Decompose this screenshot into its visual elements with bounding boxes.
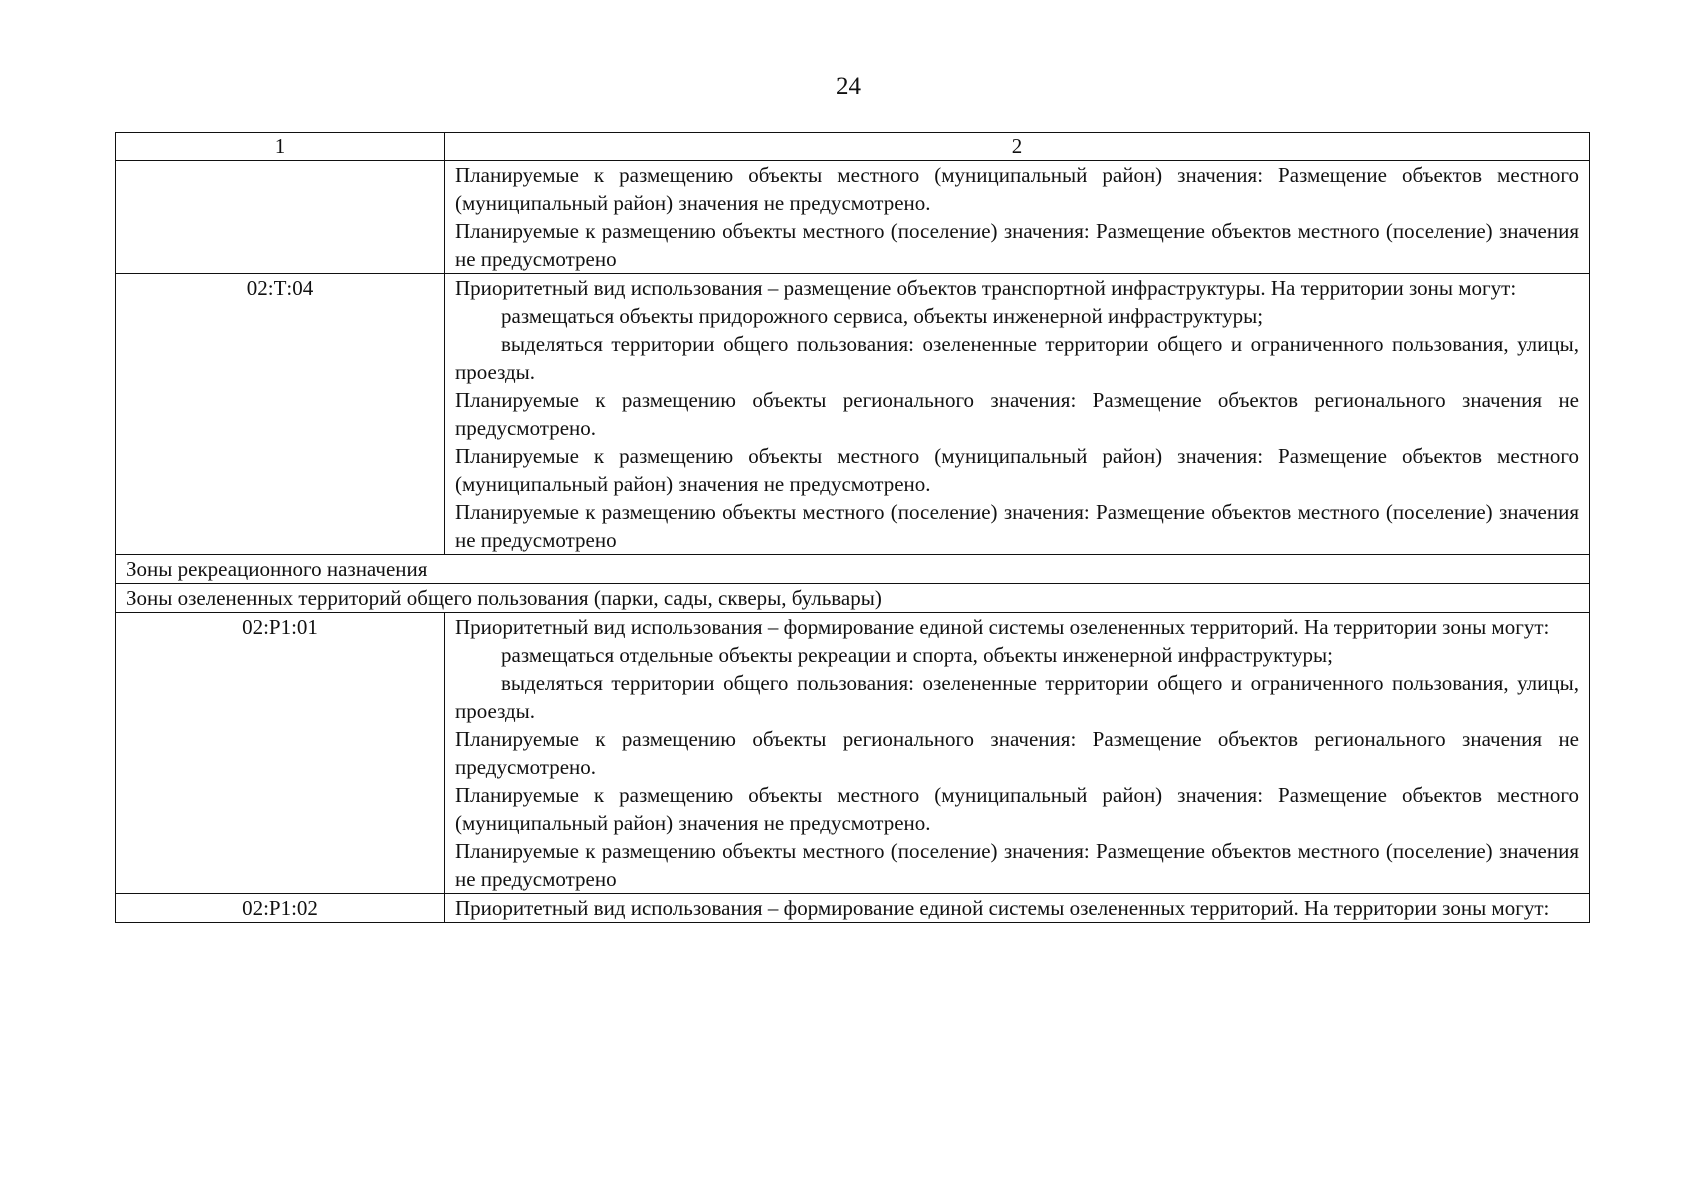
header-cell-1: 1 [116, 133, 445, 161]
description-paragraph: Приоритетный вид использования – размещение объектов транспортной инфраструктуры. На территории зоны могут: [455, 276, 1517, 300]
description-paragraph: Планируемые к размещению объекты местного (поселение) значения: Размещение объектов местного (поселение) значения не предусмотрено [455, 500, 1579, 552]
table-body [116, 133, 1590, 923]
zone-code-cell [116, 161, 445, 274]
section-heading: Зоны озелененных территорий общего пользования (парки, сады, скверы, бульвары) [116, 584, 1590, 613]
description-paragraph: Приоритетный вид использования – формирование единой системы озелененных территорий. На территории зоны могут: [455, 615, 1550, 639]
table-row [116, 613, 1590, 894]
page-number: 24 [836, 73, 861, 100]
header-cell-2: 2 [445, 133, 1590, 161]
table-header-row [116, 133, 1590, 161]
zone-description-cell [445, 613, 1590, 894]
zone-description-cell [445, 161, 1590, 274]
description-paragraph: Планируемые к размещению объекты местного (муниципальный район) значения: Размещение объектов местного (муниципальный район) значения не предусмотрено. [455, 163, 1579, 215]
zone-description-cell [445, 894, 1590, 923]
description-paragraph: размещаться отдельные объекты рекреации и спорта, объекты инженерной инфраструктуры; [501, 643, 1333, 667]
description-paragraph: выделяться территории общего пользования: озелененные территории общего и ограниченного пользования, улицы, проезды. [455, 671, 1579, 723]
zone-code-cell: 02:Р1:01 [116, 613, 445, 894]
description-paragraph: Планируемые к размещению объекты регионального значения: Размещение объектов регионального значения не предусмотрено. [455, 388, 1579, 440]
description-paragraph: Планируемые к размещению объекты местного (поселение) значения: Размещение объектов местного (поселение) значения не предусмотрено [455, 839, 1579, 891]
description-paragraph: Планируемые к размещению объекты местного (муниципальный район) значения: Размещение объектов местного (муниципальный район) значения не предусмотрено. [455, 444, 1579, 496]
description-paragraph: Приоритетный вид использования – формирование единой системы озелененных территорий. На территории зоны могут: [455, 896, 1550, 920]
section-heading-row [116, 555, 1590, 584]
table-row [116, 274, 1590, 555]
table-row [116, 161, 1590, 274]
description-paragraph: Планируемые к размещению объекты местного (муниципальный район) значения: Размещение объектов местного (муниципальный район) значения не предусмотрено. [455, 783, 1579, 835]
description-paragraph: размещаться объекты придорожного сервиса, объекты инженерной инфраструктуры; [501, 304, 1264, 328]
zone-code-cell: 02:Р1:02 [116, 894, 445, 923]
zone-code-cell: 02:Т:04 [116, 274, 445, 555]
description-paragraph: выделяться территории общего пользования: озелененные территории общего и ограниченного пользования, улицы, проезды. [455, 332, 1579, 384]
section-heading: Зоны рекреационного назначения [116, 555, 1590, 584]
zones-table [115, 132, 1590, 923]
table-row [116, 894, 1590, 923]
description-paragraph: Планируемые к размещению объекты регионального значения: Размещение объектов регионального значения не предусмотрено. [455, 727, 1579, 779]
zone-description-cell [445, 274, 1590, 555]
section-heading-row [116, 584, 1590, 613]
description-paragraph: Планируемые к размещению объекты местного (поселение) значения: Размещение объектов местного (поселение) значения не предусмотрено [455, 219, 1579, 271]
